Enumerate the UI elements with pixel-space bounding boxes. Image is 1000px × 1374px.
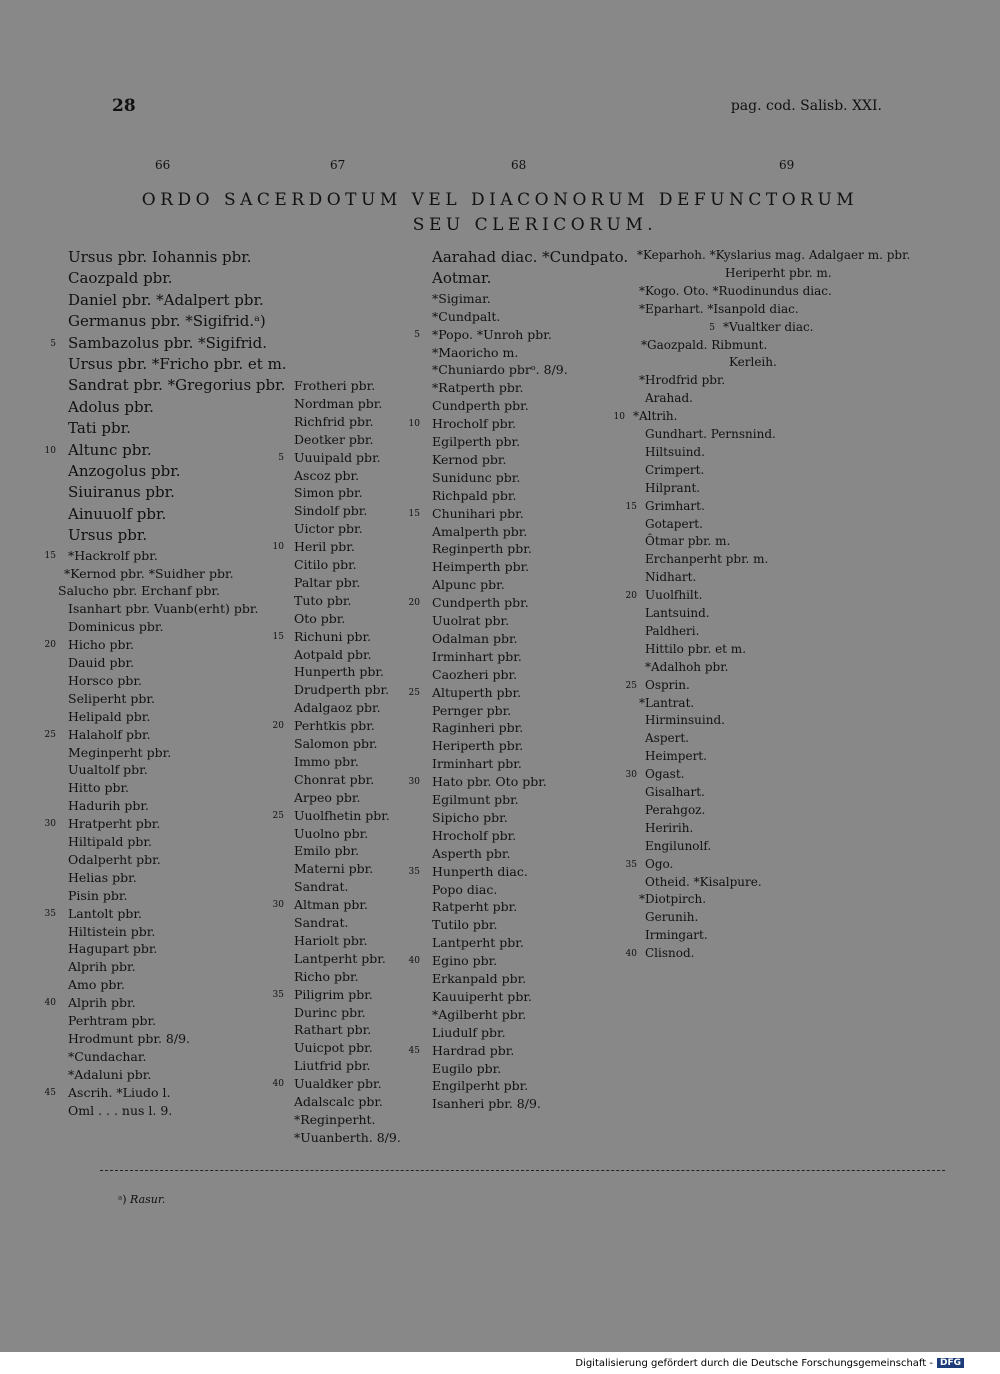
entry-line: Hato pbr. Oto pbr. xyxy=(432,774,547,790)
entry-line: Egino pbr. xyxy=(432,953,498,969)
line-number: 15 xyxy=(272,631,284,642)
entry-line: Caozheri pbr. xyxy=(432,666,518,682)
entry-line: Odalman pbr. xyxy=(432,630,518,646)
entry-line: Hardrad pbr. xyxy=(432,1042,515,1058)
entry-line: Heimpert. xyxy=(645,749,707,764)
entry-line: Ogo. xyxy=(645,856,674,871)
entry-line: Altuperth pbr. xyxy=(432,684,522,700)
entry-line: Hagupart pbr. xyxy=(68,941,158,957)
entry-line: *Adaluni pbr. xyxy=(68,1066,152,1082)
entry-line: Sandrat. xyxy=(294,915,349,930)
entry-line: Drudperth pbr. xyxy=(294,682,390,698)
entry-line: Uictor pbr. xyxy=(294,521,363,537)
entry-line: Emilo pbr. xyxy=(294,843,360,859)
entry-line: Hadurih pbr. xyxy=(68,798,149,814)
dfg-logo: DFG xyxy=(937,1358,964,1368)
entry-line: Paldheri. xyxy=(645,623,700,638)
entry-line: Perhtkis pbr. xyxy=(294,718,375,734)
line-number: 10 xyxy=(44,445,56,456)
entry-line: Dominicus pbr. xyxy=(68,619,164,635)
entry-line: Hilprant. xyxy=(645,480,701,495)
entry-line: Egilperth pbr. xyxy=(432,434,521,449)
entry-line: Sandrat pbr. *Gregorius pbr. xyxy=(68,376,286,395)
entry-line: Kerleih. xyxy=(729,355,777,370)
line-number: 15 xyxy=(408,508,420,519)
line-number: 10 xyxy=(272,542,284,553)
entry-line: Ascrih. *Liudo l. xyxy=(68,1084,171,1100)
entry-line: Heriperth pbr. xyxy=(432,738,524,754)
entry-line: Hrocholf pbr. xyxy=(432,416,517,432)
entry-line: Uuolfhetin pbr. xyxy=(294,807,390,823)
entry-line: Gundhart. Pernsnind. xyxy=(645,427,776,441)
entry-line: Eugilo pbr. xyxy=(432,1060,502,1076)
entry-line: *Altrih. xyxy=(633,409,678,424)
entry-line: Hicho pbr. xyxy=(68,637,135,653)
entry-line: Richfrid pbr. xyxy=(294,413,374,429)
column-number-69: 69 xyxy=(779,158,795,172)
entry-line: Dauid pbr. xyxy=(68,655,135,670)
line-number: 35 xyxy=(408,866,420,877)
entry-line: Horsco pbr. xyxy=(68,672,142,688)
entry-line: Hrodmunt pbr. 8/9. xyxy=(68,1030,190,1046)
entry-line: Tati pbr. xyxy=(68,419,131,438)
entry-line: *Sigimar. xyxy=(432,290,491,306)
entry-line: Ursus pbr. Iohannis pbr. xyxy=(68,248,252,266)
entry-line: Perhtram pbr. xyxy=(68,1013,157,1028)
entry-line: Aarahad diac. *Cundpato. xyxy=(432,248,629,266)
entry-line: Rathart pbr. xyxy=(294,1022,372,1038)
entry-line: Nidhart. xyxy=(645,570,697,585)
entry-line: Materni pbr. xyxy=(294,861,374,877)
entry-line: Hratperht pbr. xyxy=(68,816,161,832)
line-number: 40 xyxy=(408,956,420,967)
entry-line: Paltar pbr. xyxy=(294,574,361,590)
entry-line: Cundperth pbr. xyxy=(432,595,529,611)
line-number: 20 xyxy=(272,721,284,732)
line-number: 30 xyxy=(625,770,637,781)
entry-line: Richpald pbr. xyxy=(432,487,517,503)
entry-line: Engilunolf. xyxy=(645,838,712,853)
entry-line: *Agilberht pbr. xyxy=(432,1006,527,1022)
entry-line: Gotapert. xyxy=(645,516,703,531)
footnote xyxy=(118,1193,165,1206)
line-number: 45 xyxy=(408,1045,420,1056)
entry-line: Hunperth pbr. xyxy=(294,664,385,680)
footnote-rule xyxy=(100,1170,945,1171)
entry-line: Raginheri pbr. xyxy=(432,720,524,736)
line-number: 5 xyxy=(709,322,715,333)
entry-line: Asperth pbr. xyxy=(432,845,511,861)
entry-line: Liudulf pbr. xyxy=(432,1024,506,1040)
entry-line: Ascoz pbr. xyxy=(294,467,360,483)
entry-line: Deotker pbr. xyxy=(294,431,374,447)
entry-line: Gerunih. xyxy=(645,910,699,925)
entry-line: Helias pbr. xyxy=(68,869,137,885)
line-number: 15 xyxy=(625,501,637,512)
entry-line: Kauuiperht pbr. xyxy=(432,988,532,1004)
entry-line: Ôtmar pbr. m. xyxy=(645,534,731,549)
entry-line: Sipicho pbr. xyxy=(432,809,508,825)
digitization-credit xyxy=(575,1358,964,1369)
entry-line: *Kogo. Oto. *Ruodinundus diac. xyxy=(639,283,832,298)
entry-line: Chonrat pbr. xyxy=(294,771,375,787)
line-number: 25 xyxy=(44,729,56,740)
entry-line: Daniel pbr. *Adalpert pbr. xyxy=(68,290,264,309)
entry-line: Grimhart. xyxy=(645,498,705,513)
credit-text: Digitalisierung gefördert durch die Deutsche Forschungsgemeinschaft - xyxy=(575,1358,933,1369)
entry-line: Heririh. xyxy=(645,820,694,835)
entry-line: Hrocholf pbr. xyxy=(432,827,517,843)
line-number: 30 xyxy=(272,900,284,911)
entry-line: Pisin pbr. xyxy=(68,887,128,903)
entry-line: Cundperth pbr. xyxy=(432,398,529,414)
entry-line: Richo pbr. xyxy=(294,968,359,984)
entry-line: Heriperht pbr. m. xyxy=(725,265,832,280)
entry-line: *Popo. *Unroh pbr. xyxy=(432,326,552,342)
entry-line: Arahad. xyxy=(645,391,693,406)
line-number: 10 xyxy=(408,419,420,430)
entry-line: Aotpald pbr. xyxy=(294,646,372,662)
line-number: 40 xyxy=(625,949,637,960)
entry-line: Meginperht pbr. xyxy=(68,744,172,760)
entry-line: Seliperht pbr. xyxy=(68,690,155,706)
line-number: 35 xyxy=(625,859,637,870)
entry-line: Lantperht pbr. xyxy=(432,935,524,951)
line-number: 5 xyxy=(278,452,284,463)
entry-line: *Gaozpald. Ribmunt. xyxy=(641,337,768,352)
entry-line: Salucho pbr. Erchanf pbr. xyxy=(58,583,220,599)
entry-line: *Reginperht. xyxy=(294,1111,376,1127)
page-number: 28 xyxy=(112,96,136,116)
line-number: 20 xyxy=(44,640,56,651)
line-number: 15 xyxy=(44,550,56,561)
entry-line: Erchanperht pbr. m. xyxy=(645,552,769,567)
entry-line: Oml . . . nus l. 9. xyxy=(68,1102,173,1118)
line-number: 30 xyxy=(408,777,420,788)
entry-line: Altman pbr. xyxy=(294,897,368,913)
entry-line: Egilmunt pbr. xyxy=(432,792,519,807)
entry-line: Ratperht pbr. xyxy=(432,899,518,915)
entry-line: Crimpert. xyxy=(645,462,705,477)
entry-line: Isanhart pbr. Vuanb(erht) pbr. xyxy=(68,601,259,617)
entry-line: Engilperht pbr. xyxy=(432,1078,529,1094)
entry-line: Nordman pbr. xyxy=(294,395,383,411)
entry-line: Hiltipald pbr. xyxy=(68,834,152,849)
line-number: 35 xyxy=(272,989,284,1000)
entry-line: Simon pbr. xyxy=(294,485,363,501)
entry-line: Erkanpald pbr. xyxy=(432,971,527,986)
entry-line: *Uuanberth. 8/9. xyxy=(294,1129,401,1145)
entry-line: Lantperht pbr. xyxy=(294,950,386,966)
entry-line: Alpunc pbr. xyxy=(432,577,505,593)
entry-line: Durinc pbr. xyxy=(294,1004,366,1020)
entry-line: Uuuipald pbr. xyxy=(294,449,381,465)
line-number: 25 xyxy=(625,680,637,691)
entry-line: Hiltistein pbr. xyxy=(68,923,156,939)
entry-line: Uualtolf pbr. xyxy=(68,762,148,778)
line-number: 20 xyxy=(408,598,420,609)
entry-line: *Kernod pbr. *Suidher pbr. xyxy=(64,565,234,581)
line-number: 5 xyxy=(414,329,420,340)
entry-line: Adolus pbr. xyxy=(68,397,154,416)
entry-line: Heimperth pbr. xyxy=(432,559,530,575)
line-number: 5 xyxy=(50,338,56,349)
entry-line: Amo pbr. xyxy=(68,977,125,993)
entry-line: Uuolno pbr. xyxy=(294,825,369,841)
entry-line: *Cundpalt. xyxy=(432,308,501,324)
entry-line: Osprin. xyxy=(645,677,690,692)
entry-line: Lantsuind. xyxy=(645,606,710,620)
entry-line: Uuicpot pbr. xyxy=(294,1040,373,1056)
footnote-text: Rasur. xyxy=(130,1193,166,1206)
entry-line: Kernod pbr. xyxy=(432,451,507,467)
entry-line: Liutfrid pbr. xyxy=(294,1058,371,1074)
entry-line: Oto pbr. xyxy=(294,610,346,626)
entry-line: *Eparhart. *Isanpold diac. xyxy=(639,301,799,316)
line-number: 30 xyxy=(44,819,56,830)
entry-line: Ursus pbr. xyxy=(68,526,148,545)
line-number: 40 xyxy=(44,998,56,1009)
entry-line: Pernger pbr. xyxy=(432,702,512,718)
title-line-2: SEU CLERICORUM. xyxy=(412,215,658,235)
entry-line: Uuolfhilt. xyxy=(645,588,703,603)
entry-line: Anzogolus pbr. xyxy=(68,462,181,480)
entry-line: *Cundachar. xyxy=(68,1048,147,1064)
entry-line: Hirminsuind. xyxy=(645,713,725,728)
entry-line: Aotmar. xyxy=(432,269,492,288)
entry-line: Isanheri pbr. 8/9. xyxy=(432,1096,541,1112)
entry-line: Altunc pbr. xyxy=(68,440,152,459)
entry-line: *Chuniardo pbrᵒ. 8/9. xyxy=(432,362,568,378)
entry-line: Hitto pbr. xyxy=(68,780,130,796)
entry-line: Caozpald pbr. xyxy=(68,269,173,288)
footnote-marker: ᵃ) xyxy=(118,1193,127,1206)
entry-line: Sandrat. xyxy=(294,879,349,895)
entry-line: Tuto pbr. xyxy=(294,592,352,608)
column-number-66: 66 xyxy=(155,158,171,172)
entry-line: Hunperth diac. xyxy=(432,863,528,879)
entry-line: Uualdker pbr. xyxy=(294,1076,382,1092)
entry-line: Otheid. *Kisalpure. xyxy=(645,874,762,889)
entry-line: Piligrim pbr. xyxy=(294,986,373,1002)
entry-line: Ainuuolf pbr. xyxy=(68,504,167,523)
column-number-67: 67 xyxy=(330,158,346,172)
entry-line: *Maoricho m. xyxy=(432,344,519,360)
line-number: 25 xyxy=(408,687,420,698)
line-number: 20 xyxy=(625,591,637,602)
entry-line: Heril pbr. xyxy=(294,539,355,555)
entry-line: Helipald pbr. xyxy=(68,708,151,724)
entry-line: Ursus pbr. *Fricho pbr. et m. xyxy=(68,355,287,373)
entry-line: *Keparhoh. *Kyslarius mag. Adalgaer m. pbr. xyxy=(637,248,911,262)
entry-line: Hiltsuind. xyxy=(645,444,705,459)
entry-line: Salomon pbr. xyxy=(294,736,378,751)
line-number: 35 xyxy=(44,908,56,919)
line-number: 45 xyxy=(44,1087,56,1098)
entry-line: Aspert. xyxy=(645,731,689,746)
entry-line: Citilo pbr. xyxy=(294,557,357,572)
title-line-1: ORDO SACERDOTUM VEL DIACONORUM DEFUNCTORUM xyxy=(141,190,859,210)
entry-line: Gisalhart. xyxy=(645,785,705,799)
entry-line: Alprih pbr. xyxy=(68,959,136,975)
entry-line: Clisnod. xyxy=(645,946,695,961)
entry-line: Hariolt pbr. xyxy=(294,932,368,948)
entry-line: Uuolrat pbr. xyxy=(432,613,510,628)
entry-line: Lantolt pbr. xyxy=(68,905,142,921)
entry-line: Irminhart pbr. xyxy=(432,756,522,772)
entry-line: *Adalhoh pbr. xyxy=(645,659,729,674)
entry-line: Reginperth pbr. xyxy=(432,541,532,557)
column-number-68: 68 xyxy=(511,158,527,172)
entry-line: Irmingart. xyxy=(645,928,708,943)
entry-line: Siuiranus pbr. xyxy=(68,483,175,502)
entry-line: Arpeo pbr. xyxy=(294,789,361,805)
entry-line: *Ratperth pbr. xyxy=(432,380,524,396)
entry-line: Halaholf pbr. xyxy=(68,726,151,742)
entry-line: Amalperth pbr. xyxy=(432,523,528,539)
line-number: 40 xyxy=(272,1079,284,1090)
entry-line: Adalscalc pbr. xyxy=(294,1094,383,1109)
entry-line: Odalperht pbr. xyxy=(68,851,161,867)
entry-line: Ogast. xyxy=(645,767,685,782)
entry-line: Frotheri pbr. xyxy=(294,378,376,393)
entry-line: Sindolf pbr. xyxy=(294,503,368,519)
entry-line: Hittilo pbr. et m. xyxy=(645,641,747,656)
entry-line: *Vualtker diac. xyxy=(723,319,814,334)
entry-line: *Diotpirch. xyxy=(639,892,707,907)
entry-line: Popo diac. xyxy=(432,881,498,897)
line-number: 10 xyxy=(613,412,625,423)
entry-line: Alprih pbr. xyxy=(68,995,136,1011)
entry-line: Tutilo pbr. xyxy=(432,917,498,933)
entry-line: Immo pbr. xyxy=(294,753,359,769)
entry-line: Adalgaoz pbr. xyxy=(294,700,381,716)
entry-line: *Lantrat. xyxy=(639,695,695,710)
entry-line: Sunidunc pbr. xyxy=(432,469,521,485)
entry-line: Perahgoz. xyxy=(645,802,706,817)
entry-line: *Hackrolf pbr. xyxy=(68,547,158,563)
entry-line: Germanus pbr. *Sigifrid.ᵃ) xyxy=(68,312,266,331)
entry-line: *Hrodfrid pbr. xyxy=(639,373,726,388)
entry-line: Irminhart pbr. xyxy=(432,648,522,664)
entry-line: Richuni pbr. xyxy=(294,628,372,644)
line-number: 25 xyxy=(272,810,284,821)
running-head: pag. cod. Salisb. XXI. xyxy=(730,98,882,114)
entry-line: Chunihari pbr. xyxy=(432,505,524,521)
entry-line: Sambazolus pbr. *Sigifrid. xyxy=(68,333,267,352)
